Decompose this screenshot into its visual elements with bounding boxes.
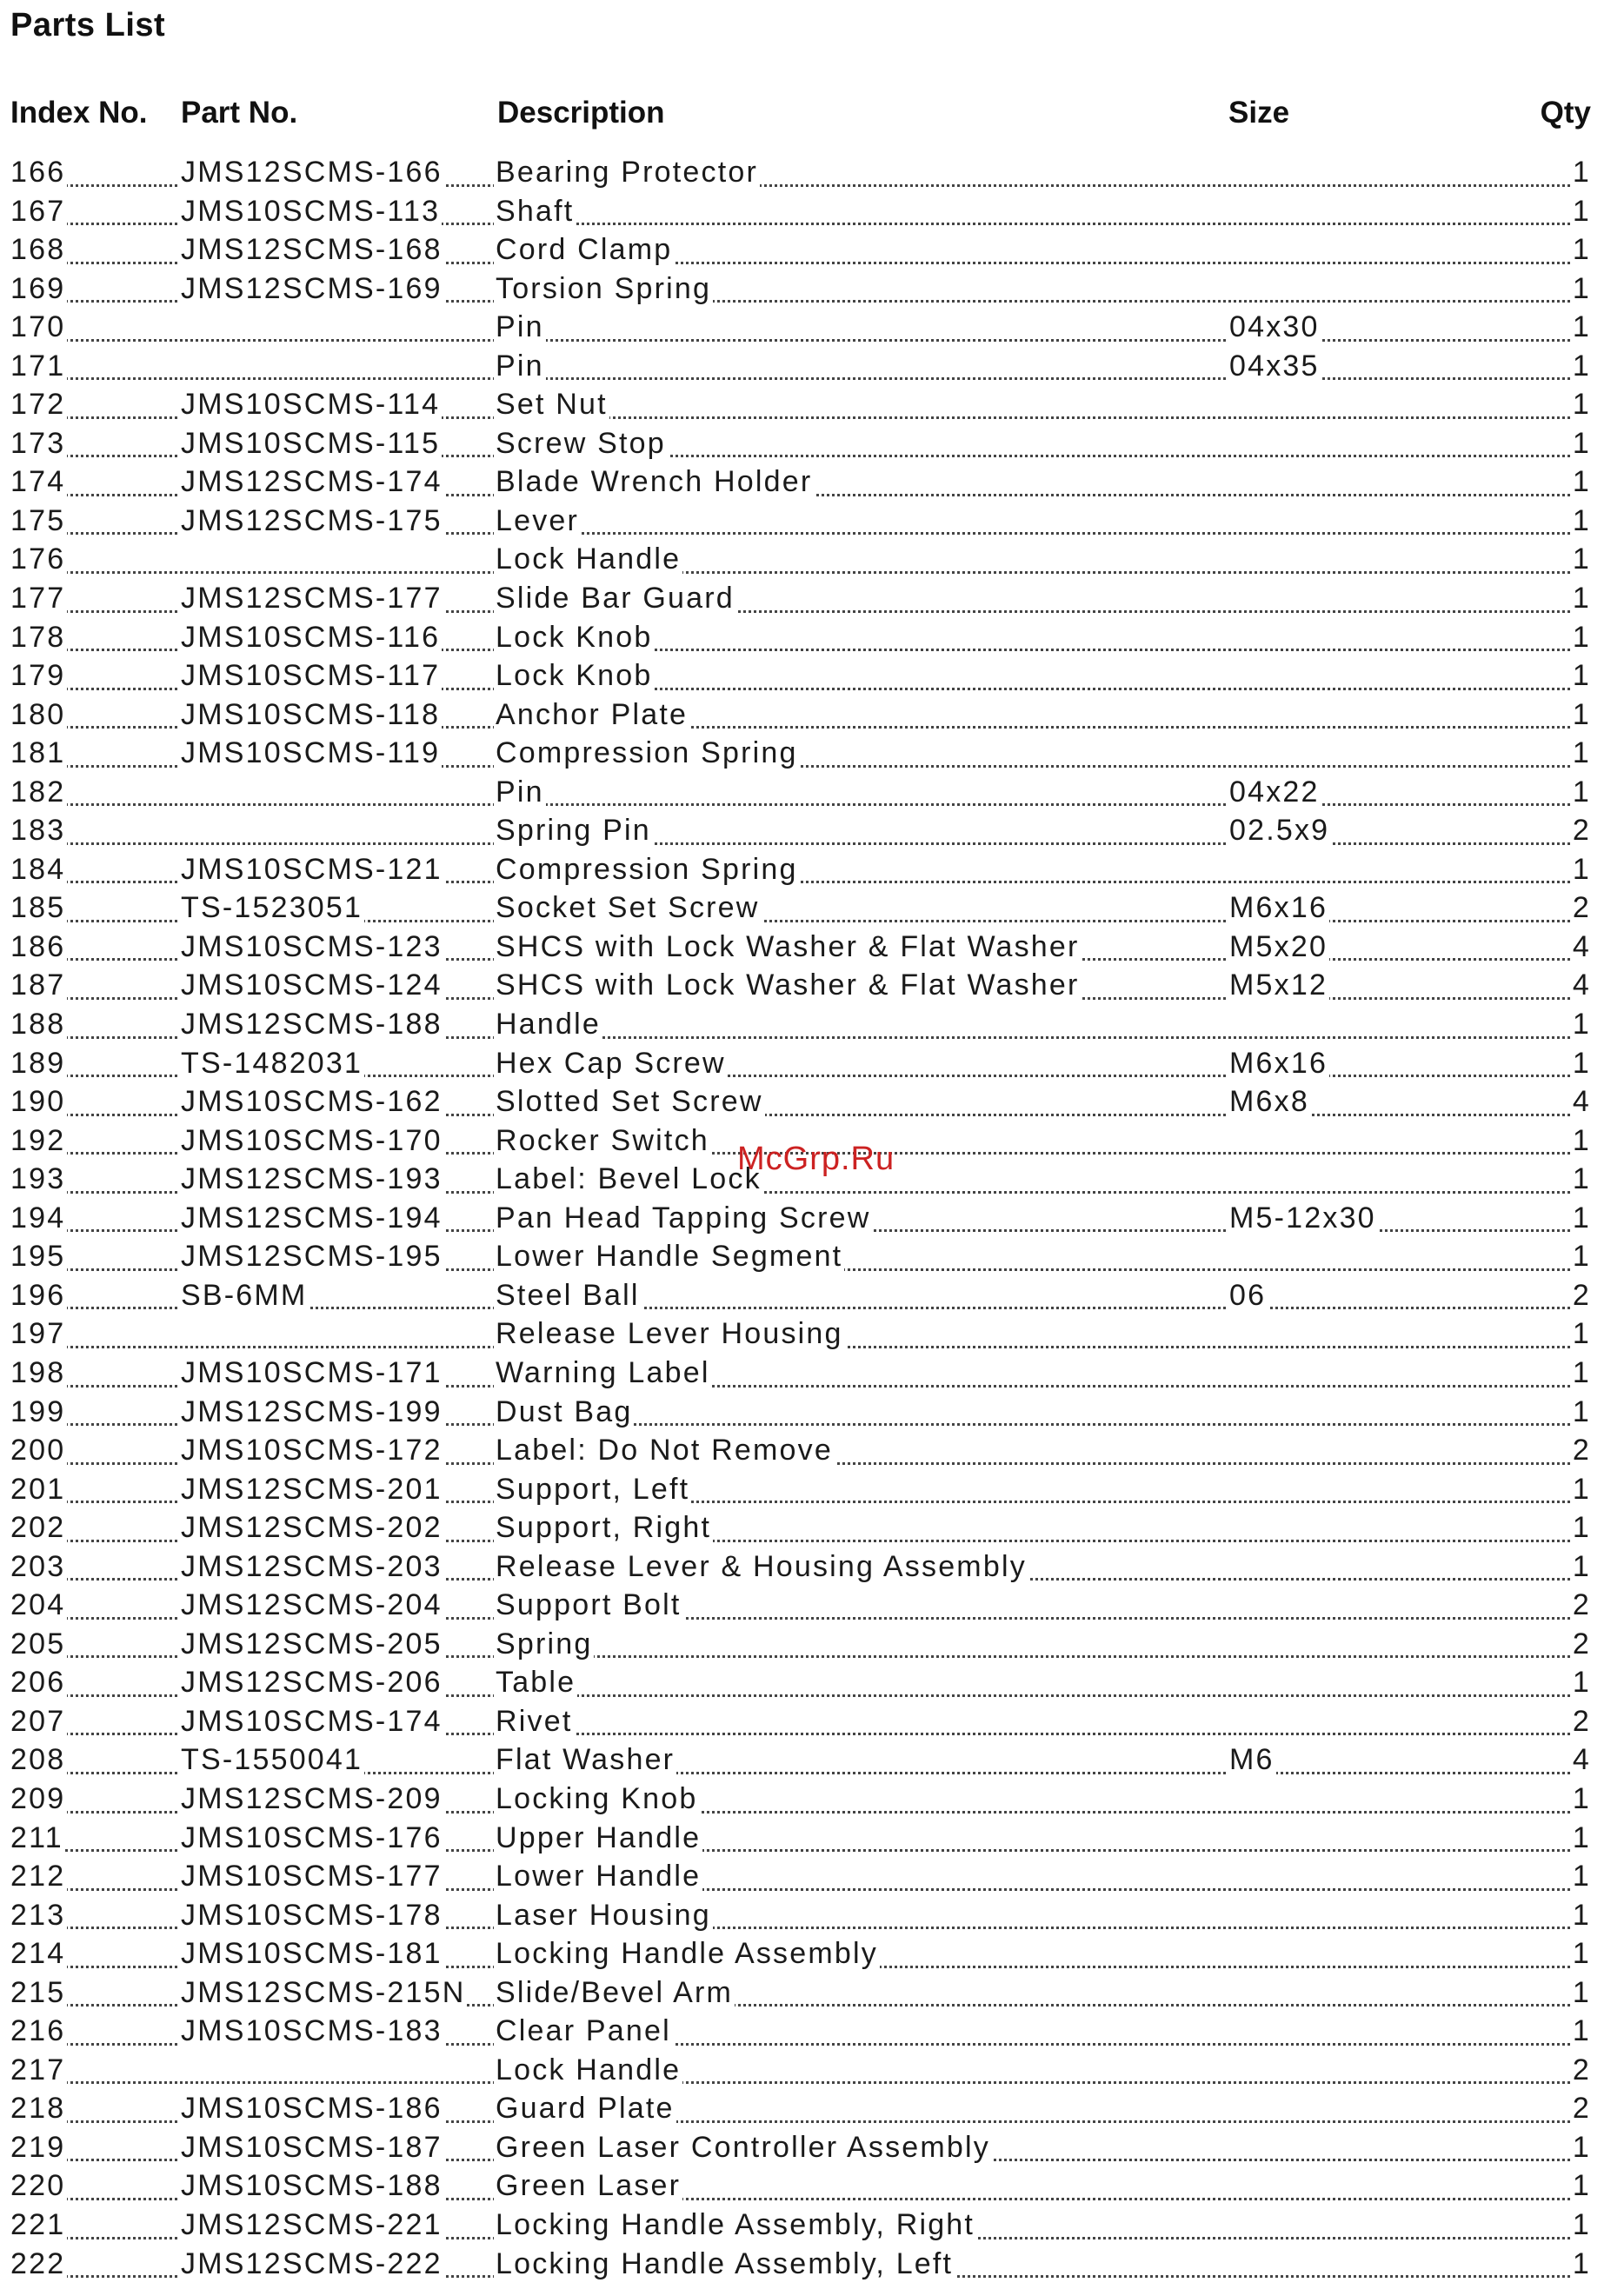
cell-size: M6x16 bbox=[1229, 1046, 1328, 1080]
cell-part-number: JMS12SCMS-204 bbox=[181, 1588, 443, 1622]
table-row bbox=[0, 1742, 1624, 1781]
cell-description: Support, Right bbox=[496, 1511, 712, 1545]
table-row bbox=[0, 1394, 1624, 1434]
cell-index: 192 bbox=[10, 1123, 66, 1157]
cell-index: 176 bbox=[10, 542, 66, 576]
cell-qty: 1 bbox=[1572, 310, 1591, 344]
cell-part-number: JMS12SCMS-209 bbox=[181, 1781, 443, 1815]
cell-description: Anchor Plate bbox=[496, 697, 689, 731]
table-row bbox=[0, 658, 1624, 697]
cell-index: 198 bbox=[10, 1355, 66, 1389]
cell-part-number: JMS12SCMS-195 bbox=[181, 1240, 443, 1274]
table-row bbox=[0, 1936, 1624, 1975]
cell-qty: 2 bbox=[1572, 2053, 1591, 2086]
cell-index: 202 bbox=[10, 1511, 66, 1545]
header-part-number: Part No. bbox=[181, 96, 298, 130]
cell-qty: 4 bbox=[1572, 968, 1591, 1002]
cell-description: Compression Spring bbox=[496, 852, 798, 886]
cell-index: 183 bbox=[10, 814, 66, 848]
table-row bbox=[0, 1433, 1624, 1472]
cell-description: Screw Stop bbox=[496, 426, 666, 460]
cell-description: Table bbox=[496, 1666, 576, 1700]
cell-qty: 1 bbox=[1572, 736, 1591, 770]
cell-description: Blade Wrench Holder bbox=[496, 465, 813, 499]
cell-qty: 1 bbox=[1572, 1666, 1591, 1700]
cell-part-number: JMS12SCMS-174 bbox=[181, 465, 443, 499]
cell-index: 211 bbox=[10, 1820, 63, 1854]
watermark: McGrp.Ru bbox=[737, 1141, 895, 1177]
cell-part-number: JMS10SCMS-115 bbox=[181, 426, 441, 460]
table-row bbox=[0, 1781, 1624, 1820]
cell-qty: 1 bbox=[1572, 1472, 1591, 1506]
cell-qty: 2 bbox=[1572, 2092, 1591, 2126]
cell-qty: 2 bbox=[1572, 1704, 1591, 1738]
table-row bbox=[0, 271, 1624, 310]
table-row bbox=[0, 1627, 1624, 1666]
cell-part-number: JMS10SCMS-114 bbox=[181, 388, 441, 422]
table-row bbox=[0, 2053, 1624, 2092]
table-row bbox=[0, 813, 1624, 852]
cell-description: Lever bbox=[496, 503, 580, 537]
cell-description: Locking Knob bbox=[496, 1781, 698, 1815]
cell-part-number: JMS12SCMS-169 bbox=[181, 271, 443, 305]
cell-index: 184 bbox=[10, 852, 66, 886]
cell-index: 178 bbox=[10, 620, 66, 654]
cell-description: Label: Do Not Remove bbox=[496, 1434, 833, 1467]
cell-qty: 1 bbox=[1572, 1162, 1591, 1196]
cell-index: 208 bbox=[10, 1743, 66, 1777]
cell-index: 216 bbox=[10, 2014, 66, 2048]
cell-part-number: TS-1482031 bbox=[181, 1046, 363, 1080]
cell-description: Support Bolt bbox=[496, 1588, 682, 1622]
cell-description: Cord Clamp bbox=[496, 233, 673, 267]
cell-index: 187 bbox=[10, 968, 66, 1002]
cell-part-number: JMS10SCMS-171 bbox=[181, 1355, 443, 1389]
cell-description: Label: Bevel Lock bbox=[496, 1162, 762, 1196]
cell-qty: 1 bbox=[1572, 1355, 1591, 1389]
cell-part-number: JMS12SCMS-166 bbox=[181, 156, 443, 189]
cell-index: 221 bbox=[10, 2207, 66, 2241]
cell-size: M5x20 bbox=[1229, 929, 1328, 963]
cell-description: SHCS with Lock Washer & Flat Washer bbox=[496, 968, 1080, 1002]
cell-part-number: JMS12SCMS-221 bbox=[181, 2207, 443, 2241]
cell-part-number: JMS12SCMS-222 bbox=[181, 2246, 443, 2280]
table-row bbox=[0, 1898, 1624, 1937]
cell-description: Clear Panel bbox=[496, 2014, 671, 2048]
cell-description: Shaft bbox=[496, 194, 575, 228]
cell-part-number: JMS10SCMS-119 bbox=[181, 736, 441, 770]
table-row bbox=[0, 1549, 1624, 1588]
cell-index: 217 bbox=[10, 2053, 66, 2086]
cell-index: 167 bbox=[10, 194, 66, 228]
cell-qty: 1 bbox=[1572, 1820, 1591, 1854]
cell-size: M6x16 bbox=[1229, 891, 1328, 925]
cell-part-number: JMS10SCMS-187 bbox=[181, 2130, 443, 2164]
cell-index: 179 bbox=[10, 659, 66, 693]
cell-qty: 2 bbox=[1572, 1588, 1591, 1622]
cell-index: 182 bbox=[10, 775, 66, 809]
dot-leader bbox=[12, 803, 1591, 806]
table-row bbox=[0, 929, 1624, 968]
cell-part-number: JMS12SCMS-205 bbox=[181, 1627, 443, 1660]
cell-qty: 1 bbox=[1572, 697, 1591, 731]
table-row bbox=[0, 1472, 1624, 1511]
cell-qty: 1 bbox=[1572, 2130, 1591, 2164]
table-row bbox=[0, 2091, 1624, 2130]
table-row bbox=[0, 890, 1624, 929]
cell-qty: 1 bbox=[1572, 659, 1591, 693]
cell-qty: 1 bbox=[1572, 1937, 1591, 1971]
cell-qty: 1 bbox=[1572, 1240, 1591, 1274]
cell-description: Slide Bar Guard bbox=[496, 582, 735, 616]
table-row bbox=[0, 581, 1624, 620]
cell-qty: 2 bbox=[1572, 891, 1591, 925]
cell-description: Green Laser bbox=[496, 2169, 682, 2203]
cell-part-number: JMS10SCMS-188 bbox=[181, 2169, 443, 2203]
cell-size: M6 bbox=[1229, 1743, 1275, 1777]
cell-part-number: JMS10SCMS-177 bbox=[181, 1860, 443, 1893]
cell-qty: 1 bbox=[1572, 1201, 1591, 1235]
cell-qty: 1 bbox=[1572, 233, 1591, 267]
cell-qty: 1 bbox=[1572, 775, 1591, 809]
cell-size: M6x8 bbox=[1229, 1085, 1309, 1119]
cell-qty: 1 bbox=[1572, 426, 1591, 460]
cell-index: 205 bbox=[10, 1627, 66, 1660]
table-row bbox=[0, 1665, 1624, 1704]
cell-qty: 1 bbox=[1572, 2207, 1591, 2241]
cell-part-number: JMS12SCMS-188 bbox=[181, 1008, 443, 1042]
cell-index: 194 bbox=[10, 1201, 66, 1235]
cell-part-number: SB-6MM bbox=[181, 1278, 308, 1312]
cell-qty: 1 bbox=[1572, 271, 1591, 305]
cell-description: Flat Washer bbox=[496, 1743, 676, 1777]
table-row bbox=[0, 1820, 1624, 1860]
cell-qty: 1 bbox=[1572, 194, 1591, 228]
cell-part-number: JMS12SCMS-201 bbox=[181, 1472, 443, 1506]
cell-part-number: JMS12SCMS-175 bbox=[181, 503, 443, 537]
cell-index: 173 bbox=[10, 426, 66, 460]
cell-part-number: JMS10SCMS-178 bbox=[181, 1898, 443, 1932]
cell-qty: 1 bbox=[1572, 1394, 1591, 1428]
cell-index: 195 bbox=[10, 1240, 66, 1274]
dot-leader bbox=[12, 571, 1591, 574]
table-row bbox=[0, 1510, 1624, 1549]
cell-part-number: JMS10SCMS-186 bbox=[181, 2092, 443, 2126]
cell-qty: 1 bbox=[1572, 2014, 1591, 2048]
cell-part-number: JMS12SCMS-177 bbox=[181, 582, 443, 616]
cell-qty: 1 bbox=[1572, 1317, 1591, 1351]
cell-size: 04x30 bbox=[1229, 310, 1320, 344]
cell-index: 189 bbox=[10, 1046, 66, 1080]
cell-description: Slotted Set Screw bbox=[496, 1085, 763, 1119]
cell-index: 200 bbox=[10, 1434, 66, 1467]
cell-size: 06 bbox=[1229, 1278, 1267, 1312]
table-row bbox=[0, 232, 1624, 271]
cell-description: Spring bbox=[496, 1627, 593, 1660]
cell-qty: 1 bbox=[1572, 1860, 1591, 1893]
cell-index: 175 bbox=[10, 503, 66, 537]
cell-qty: 1 bbox=[1572, 156, 1591, 189]
cell-index: 212 bbox=[10, 1860, 66, 1893]
table-row bbox=[0, 1201, 1624, 1240]
cell-qty: 1 bbox=[1572, 620, 1591, 654]
table-row bbox=[0, 968, 1624, 1007]
table-row bbox=[0, 2013, 1624, 2053]
cell-description: Hex Cap Screw bbox=[496, 1046, 726, 1080]
cell-qty: 1 bbox=[1572, 1781, 1591, 1815]
table-row bbox=[0, 155, 1624, 194]
cell-description: Locking Handle Assembly bbox=[496, 1937, 878, 1971]
cell-description: Laser Housing bbox=[496, 1898, 711, 1932]
cell-part-number: JMS10SCMS-162 bbox=[181, 1085, 443, 1119]
cell-index: 220 bbox=[10, 2169, 66, 2203]
cell-description: Warning Label bbox=[496, 1355, 710, 1389]
cell-description: Set Nut bbox=[496, 388, 608, 422]
cell-description: Slide/Bevel Arm bbox=[496, 1975, 733, 2009]
cell-index: 209 bbox=[10, 1781, 66, 1815]
table-row bbox=[0, 1239, 1624, 1278]
cell-index: 170 bbox=[10, 310, 66, 344]
cell-qty: 1 bbox=[1572, 852, 1591, 886]
cell-size: 04x22 bbox=[1229, 775, 1320, 809]
cell-qty: 2 bbox=[1572, 814, 1591, 848]
cell-description: Guard Plate bbox=[496, 2092, 675, 2126]
table-row bbox=[0, 852, 1624, 891]
table-row bbox=[0, 426, 1624, 465]
cell-index: 214 bbox=[10, 1937, 66, 1971]
cell-part-number: JMS10SCMS-181 bbox=[181, 1937, 443, 1971]
cell-index: 171 bbox=[10, 349, 66, 383]
table-row bbox=[0, 309, 1624, 349]
cell-index: 169 bbox=[10, 271, 66, 305]
table-row bbox=[0, 1587, 1624, 1627]
cell-description: Lock Handle bbox=[496, 2053, 682, 2086]
cell-qty: 4 bbox=[1572, 1085, 1591, 1119]
table-row bbox=[0, 775, 1624, 814]
cell-part-number: JMS12SCMS-206 bbox=[181, 1666, 443, 1700]
table-row bbox=[0, 1007, 1624, 1046]
header-index: Index No. bbox=[10, 96, 148, 130]
cell-part-number: JMS12SCMS-194 bbox=[181, 1201, 443, 1235]
cell-description: Rocker Switch bbox=[496, 1123, 709, 1157]
cell-qty: 1 bbox=[1572, 1123, 1591, 1157]
cell-description: Lock Knob bbox=[496, 659, 653, 693]
cell-description: Spring Pin bbox=[496, 814, 651, 848]
cell-description: Upper Handle bbox=[496, 1820, 702, 1854]
table-row bbox=[0, 194, 1624, 233]
cell-index: 168 bbox=[10, 233, 66, 267]
cell-description: Locking Handle Assembly, Left bbox=[496, 2246, 954, 2280]
header-qty: Qty bbox=[1540, 96, 1591, 130]
cell-qty: 2 bbox=[1572, 1278, 1591, 1312]
cell-description: Release Lever & Housing Assembly bbox=[496, 1549, 1027, 1583]
cell-index: 193 bbox=[10, 1162, 66, 1196]
table-row bbox=[0, 1975, 1624, 2014]
cell-description: Locking Handle Assembly, Right bbox=[496, 2207, 975, 2241]
cell-size: 02.5x9 bbox=[1229, 814, 1330, 848]
table-row bbox=[0, 1316, 1624, 1355]
cell-part-number: JMS12SCMS-203 bbox=[181, 1549, 443, 1583]
table-row bbox=[0, 349, 1624, 388]
cell-description: Pin bbox=[496, 310, 544, 344]
cell-qty: 1 bbox=[1572, 1046, 1591, 1080]
cell-index: 218 bbox=[10, 2092, 66, 2126]
cell-part-number: JMS10SCMS-176 bbox=[181, 1820, 443, 1854]
table-row bbox=[0, 387, 1624, 426]
cell-index: 219 bbox=[10, 2130, 66, 2164]
cell-description: Lower Handle bbox=[496, 1860, 702, 1893]
cell-index: 197 bbox=[10, 1317, 66, 1351]
cell-description: Release Lever Housing bbox=[496, 1317, 843, 1351]
table-row bbox=[0, 1046, 1624, 1085]
cell-part-number: JMS12SCMS-193 bbox=[181, 1162, 443, 1196]
cell-description: Compression Spring bbox=[496, 736, 798, 770]
cell-part-number: JMS10SCMS-121 bbox=[181, 852, 443, 886]
cell-part-number: JMS10SCMS-183 bbox=[181, 2014, 443, 2048]
cell-part-number: JMS12SCMS-199 bbox=[181, 1394, 443, 1428]
cell-description: Lower Handle Segment bbox=[496, 1240, 843, 1274]
cell-index: 172 bbox=[10, 388, 66, 422]
table-row bbox=[0, 1355, 1624, 1394]
table-row bbox=[0, 2168, 1624, 2207]
cell-description: Torsion Spring bbox=[496, 271, 712, 305]
parts-table bbox=[0, 155, 1624, 2285]
cell-qty: 1 bbox=[1572, 503, 1591, 537]
cell-part-number: JMS10SCMS-116 bbox=[181, 620, 441, 654]
cell-qty: 2 bbox=[1572, 1627, 1591, 1660]
table-row bbox=[0, 2130, 1624, 2169]
cell-index: 207 bbox=[10, 1704, 66, 1738]
cell-index: 203 bbox=[10, 1549, 66, 1583]
cell-part-number: TS-1550041 bbox=[181, 1743, 363, 1777]
cell-qty: 1 bbox=[1572, 465, 1591, 499]
table-row bbox=[0, 735, 1624, 775]
cell-index: 186 bbox=[10, 929, 66, 963]
cell-qty: 1 bbox=[1572, 388, 1591, 422]
cell-description: Green Laser Controller Assembly bbox=[496, 2130, 990, 2164]
dot-leader bbox=[12, 339, 1591, 342]
cell-description: Dust Bag bbox=[496, 1394, 633, 1428]
cell-part-number: JMS10SCMS-170 bbox=[181, 1123, 443, 1157]
cell-size: M5x12 bbox=[1229, 968, 1328, 1002]
table-row bbox=[0, 542, 1624, 581]
cell-index: 177 bbox=[10, 582, 66, 616]
cell-description: Support, Left bbox=[496, 1472, 690, 1506]
cell-index: 222 bbox=[10, 2246, 66, 2280]
table-row bbox=[0, 697, 1624, 736]
cell-qty: 1 bbox=[1572, 1975, 1591, 2009]
cell-description: Pin bbox=[496, 349, 544, 383]
table-header bbox=[0, 96, 1624, 134]
cell-index: 166 bbox=[10, 156, 66, 189]
cell-description: Steel Ball bbox=[496, 1278, 640, 1312]
table-row bbox=[0, 464, 1624, 503]
table-row bbox=[0, 1859, 1624, 1898]
cell-qty: 1 bbox=[1572, 1549, 1591, 1583]
table-row bbox=[0, 2246, 1624, 2286]
cell-part-number: JMS12SCMS-202 bbox=[181, 1511, 443, 1545]
header-description: Description bbox=[497, 96, 665, 130]
cell-part-number: JMS10SCMS-118 bbox=[181, 697, 441, 731]
table-row bbox=[0, 503, 1624, 542]
cell-qty: 1 bbox=[1572, 1511, 1591, 1545]
cell-index: 204 bbox=[10, 1588, 66, 1622]
cell-qty: 1 bbox=[1572, 2246, 1591, 2280]
cell-part-number: JMS12SCMS-168 bbox=[181, 233, 443, 267]
cell-description: Rivet bbox=[496, 1704, 573, 1738]
cell-part-number: JMS10SCMS-124 bbox=[181, 968, 443, 1002]
dot-leader bbox=[12, 377, 1591, 380]
cell-qty: 1 bbox=[1572, 2169, 1591, 2203]
cell-description: Lock Knob bbox=[496, 620, 653, 654]
cell-index: 199 bbox=[10, 1394, 66, 1428]
cell-description: Pin bbox=[496, 775, 544, 809]
page-title: Parts List bbox=[10, 7, 166, 43]
cell-index: 181 bbox=[10, 736, 66, 770]
cell-index: 201 bbox=[10, 1472, 66, 1506]
cell-index: 190 bbox=[10, 1085, 66, 1119]
cell-description: Pan Head Tapping Screw bbox=[496, 1201, 871, 1235]
cell-qty: 1 bbox=[1572, 1898, 1591, 1932]
cell-index: 185 bbox=[10, 891, 66, 925]
cell-size: M5-12x30 bbox=[1229, 1201, 1376, 1235]
cell-index: 180 bbox=[10, 697, 66, 731]
cell-description: Socket Set Screw bbox=[496, 891, 760, 925]
dot-leader bbox=[12, 842, 1591, 845]
cell-part-number: TS-1523051 bbox=[181, 891, 363, 925]
cell-part-number: JMS10SCMS-174 bbox=[181, 1704, 443, 1738]
header-size: Size bbox=[1228, 96, 1290, 130]
cell-index: 215 bbox=[10, 1975, 66, 2009]
cell-index: 206 bbox=[10, 1666, 66, 1700]
cell-qty: 1 bbox=[1572, 349, 1591, 383]
cell-qty: 1 bbox=[1572, 582, 1591, 616]
cell-index: 213 bbox=[10, 1898, 66, 1932]
cell-description: Bearing Protector bbox=[496, 156, 758, 189]
cell-index: 196 bbox=[10, 1278, 66, 1312]
cell-size: 04x35 bbox=[1229, 349, 1320, 383]
cell-part-number: JMS12SCMS-215N bbox=[181, 1975, 466, 2009]
table-row bbox=[0, 1278, 1624, 1317]
cell-qty: 4 bbox=[1572, 929, 1591, 963]
table-row bbox=[0, 2207, 1624, 2246]
table-row bbox=[0, 1704, 1624, 1743]
cell-qty: 1 bbox=[1572, 542, 1591, 576]
cell-part-number: JMS10SCMS-117 bbox=[181, 659, 441, 693]
table-row bbox=[0, 620, 1624, 659]
cell-part-number: JMS10SCMS-172 bbox=[181, 1434, 443, 1467]
dot-leader bbox=[12, 2081, 1591, 2084]
cell-description: SHCS with Lock Washer & Flat Washer bbox=[496, 929, 1080, 963]
cell-description: Lock Handle bbox=[496, 542, 682, 576]
cell-qty: 2 bbox=[1572, 1434, 1591, 1467]
cell-qty: 1 bbox=[1572, 1008, 1591, 1042]
cell-index: 188 bbox=[10, 1008, 66, 1042]
cell-part-number: JMS10SCMS-123 bbox=[181, 929, 443, 963]
cell-description: Handle bbox=[496, 1008, 601, 1042]
cell-qty: 4 bbox=[1572, 1743, 1591, 1777]
cell-part-number: JMS10SCMS-113 bbox=[181, 194, 441, 228]
cell-index: 174 bbox=[10, 465, 66, 499]
table-row bbox=[0, 1084, 1624, 1123]
